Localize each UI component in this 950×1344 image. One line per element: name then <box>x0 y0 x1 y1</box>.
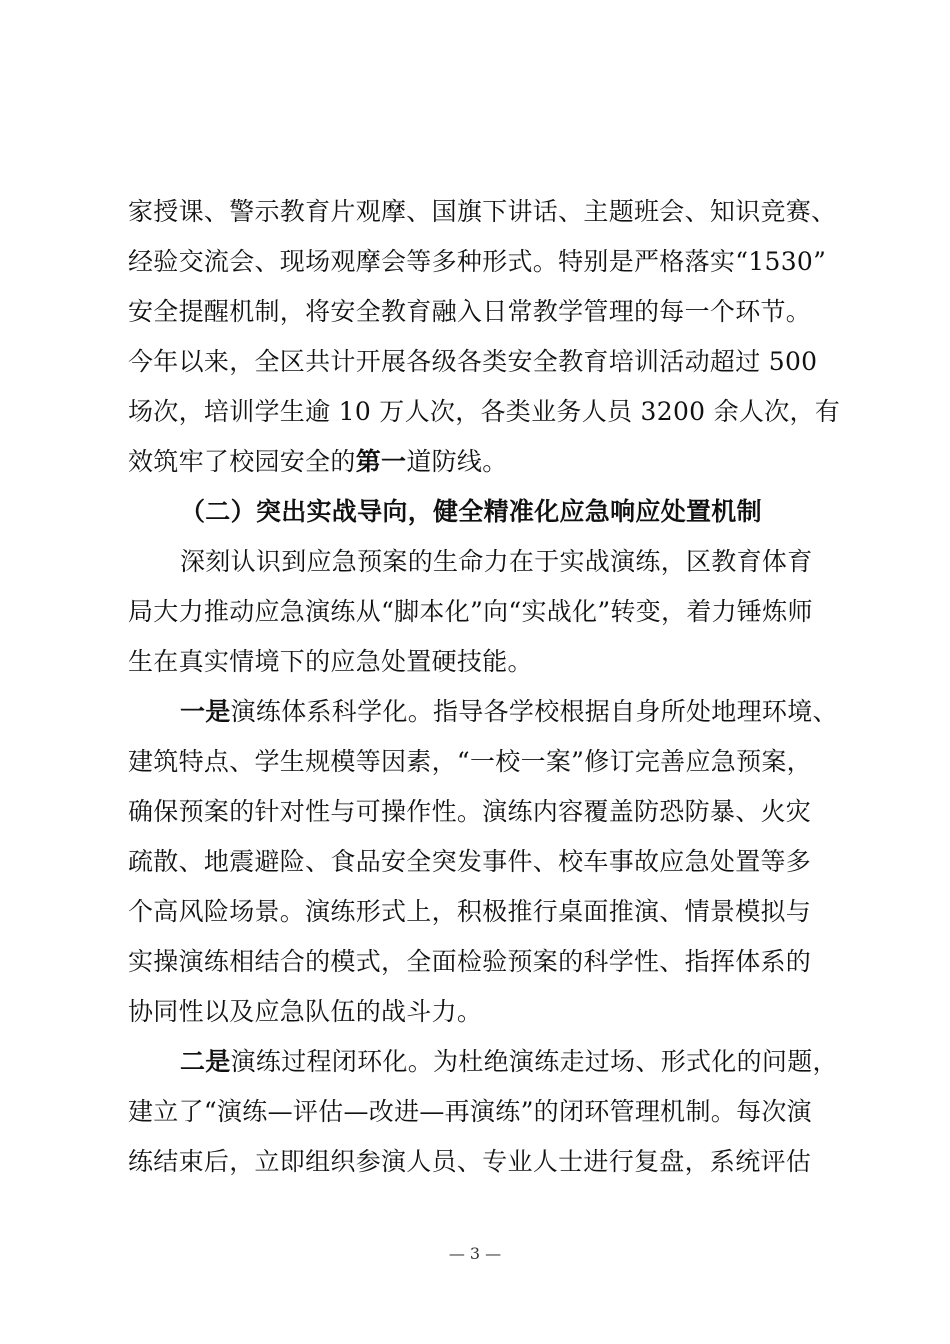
text-span: 效筑牢了校园安全的 <box>128 447 356 476</box>
text-span: 道防线。 <box>406 447 508 476</box>
page-number: — 3 — <box>448 1244 502 1263</box>
bold-span: 二是 <box>180 1047 231 1076</box>
body-line-15 <box>128 897 811 927</box>
heading-text: （二）突出实战导向，健全精准化应急响应处置机制 <box>180 497 762 526</box>
text-span: 局大力推动应急演练从“脚本化”向“实战化”转变，着力锤炼师 <box>128 597 813 626</box>
body-line-19 <box>128 1097 812 1127</box>
body-line-13 <box>128 797 811 827</box>
body-line-6 <box>128 447 508 477</box>
body-line-14 <box>128 847 811 877</box>
body-line-9 <box>128 597 813 627</box>
body-line-11 <box>180 697 838 727</box>
text-span: 疏散、地震避险、食品安全突发事件、校车事故应急处置等多 <box>128 847 812 876</box>
text-span: 家授课、警示教育片观摩、国旗下讲话、主题班会、知识竞赛、 <box>128 197 837 226</box>
text-span: 实操演练相结合的模式，全面检验预案的科学性、指挥体系的 <box>128 947 812 976</box>
text-span: 建立了“演练—评估—改进—再演练”的闭环管理机制。每次演 <box>128 1097 812 1126</box>
text-span: 演练体系科学化。指导各学校根据自身所处地理环境、 <box>230 697 838 726</box>
body-line-4 <box>128 347 817 377</box>
text-span: 深刻认识到应急预案的生命力在于实战演练，区教育体育 <box>180 547 813 576</box>
bold-span: 第一 <box>355 447 407 476</box>
body-line-8 <box>180 547 813 577</box>
text-span: 场次，培训学生逾 10 万人次，各类业务人员 3200 余人次，有 <box>128 397 841 426</box>
section-heading <box>180 497 762 527</box>
text-span: 演练过程闭环化。为杜绝演练走过场、形式化的问题， <box>230 1047 838 1076</box>
body-line-18 <box>180 1047 838 1077</box>
text-span: 生在真实情境下的应急处置硬技能。 <box>128 647 533 676</box>
text-span: 今年以来，全区共计开展各级各类安全教育培训活动超过 500 <box>128 347 818 376</box>
text-span: 练结束后，立即组织参演人员、专业人士进行复盘，系统评估 <box>128 1147 812 1176</box>
text-span: 个高风险场景。演练形式上，积极推行桌面推演、情景模拟与 <box>128 897 812 926</box>
text-span: 确保预案的针对性与可操作性。演练内容覆盖防恐防暴、火灾 <box>128 797 812 826</box>
body-line-20 <box>128 1147 811 1177</box>
body-line-17 <box>128 997 482 1027</box>
body-line-12 <box>128 747 812 777</box>
body-line-5 <box>128 397 840 427</box>
body-line-16 <box>128 947 811 977</box>
text-span: 安全提醒机制，将安全教育融入日常教学管理的每一个环节。 <box>128 297 812 326</box>
body-line-3 <box>128 297 811 327</box>
body-line-2 <box>128 247 826 277</box>
text-span: 经验交流会、现场观摩会等多种形式。特别是严格落实“1530” <box>128 247 827 276</box>
bold-span: 一是 <box>180 697 231 726</box>
body-line-10 <box>128 647 533 677</box>
body-line-1 <box>128 197 836 227</box>
text-span: 建筑特点、学生规模等因素，“一校一案”修订完善应急预案， <box>128 747 812 776</box>
text-span: 协同性以及应急队伍的战斗力。 <box>128 997 483 1026</box>
